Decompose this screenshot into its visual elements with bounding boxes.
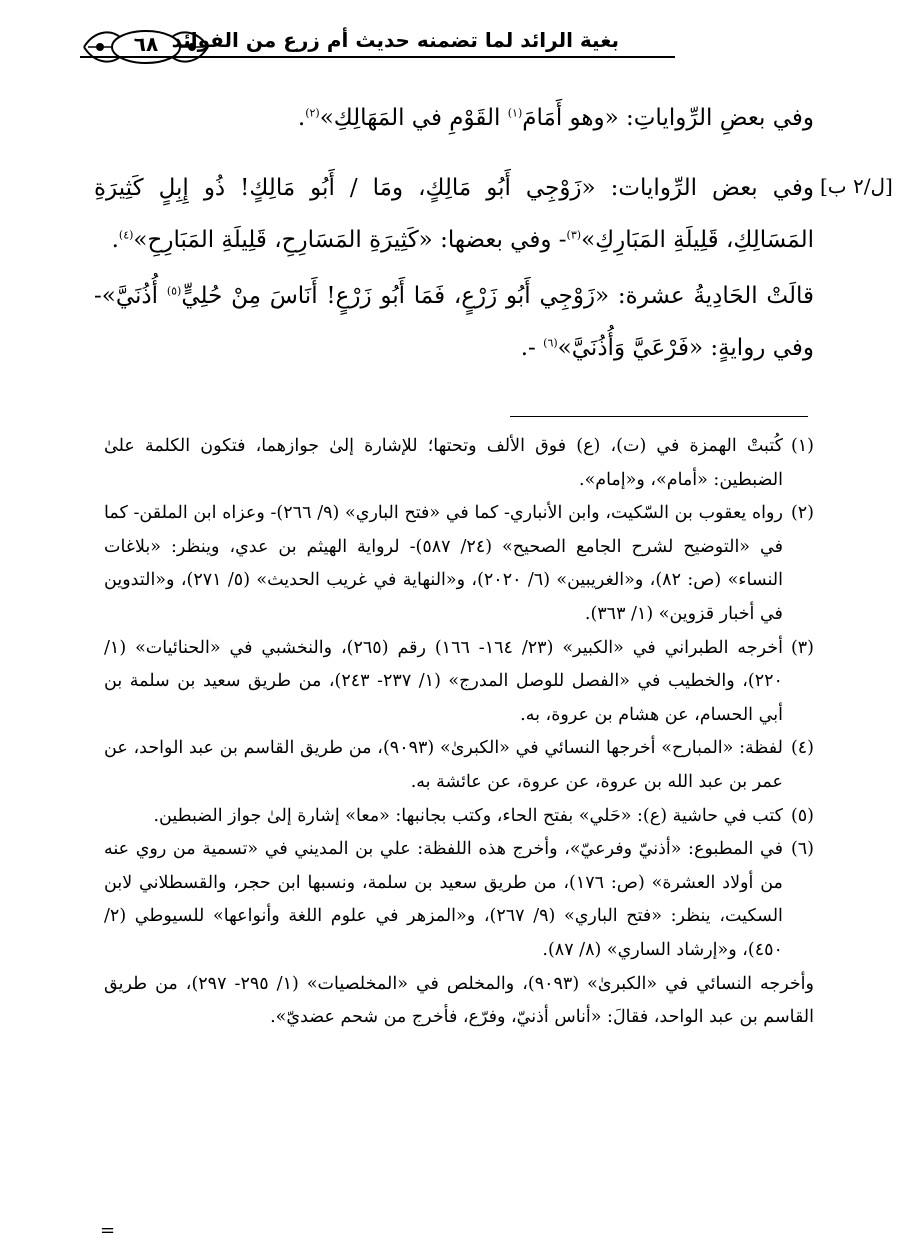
para3-text2: أُذُنَيَّ»- وفي روايةٍ: «فَرْعَيَّ وَأُذُنَيَّ» — [94, 283, 814, 361]
para2-text: وفي بعض الرِّوايات: «زَوْجِي أَبُو مَالِكٍ، ومَا / أَبُو مَالِكٍ! ذُو إِبِلٍ كَثِيرَةِ المَسَالِكِ، قَلِيلَةِ المَبَارِكِ» — [94, 175, 814, 253]
footnote-ref-3[interactable]: (٣) — [566, 228, 582, 242]
running-title: بغية الرائد لما تضمنه حديث أم زرع من الفوائد — [171, 28, 619, 52]
footnote-number: (٤) — [790, 738, 814, 759]
footnote-5 — [104, 800, 814, 834]
para2-text2: - وفي بعضها: «كَثِيرَةِ المَسَارِحِ، قَلِيلَةِ المَبَارِحِ» — [133, 227, 567, 253]
footnote-text: أخرجه الطبراني في «الكبير» (٢٣/ ١٦٤- ١٦٦) رقم (٢٦٥)، والنخشبي في «الحنائيات» (١/ ٢٢٠)، والخطيب في «الفصل للوصل المدرج» (١/ ٢٣٧- ٢٤٣)، من طريق سعيد بن سلمة بن أبي الحسام، عن هشام بن عروة، به. — [104, 637, 783, 725]
para1-end: . — [297, 105, 306, 131]
footnote-separator — [510, 416, 808, 417]
footnote-2 — [104, 497, 814, 631]
footnote-number: (٣) — [790, 637, 814, 658]
footnotes — [104, 430, 814, 1035]
footnote-text: رواه يعقوب بن السّكيت، وابن الأنباري- كما في «فتح الباري» (٩/ ٢٦٦)- وعزاه ابن الملقن- كما في «التوضيح لشرح الجامع الصحيح» (٢٤/ ٥٨٧)- لرواية الهيثم بن عدي، وينظر: «بلاغات النساء» (ص: ٨٢)، و«الغريبين» (٦/ ٢٠٢٠)، و«النهاية في غريب الحديث» (٥/ ٢٧١)، و«التدوين في أخبار قزوين» (١/ ٣٦٣). — [104, 503, 783, 624]
footnote-3 — [104, 632, 814, 733]
footnote-number: (٥) — [790, 805, 814, 826]
footnote-ref-1[interactable]: (١) — [507, 106, 523, 120]
footnote-text: لفظة: «المبارح» أخرجها النسائي في «الكبرىٰ» (٩٠٩٣)، من طريق القاسم بن عبد الواحد، عن عمر بن عبد الله بن عروة، عن عروة، عن عائشة به. — [104, 738, 783, 792]
continuation-mark: = — [100, 1220, 116, 1241]
page-header — [80, 22, 815, 76]
para3-end: -. — [520, 335, 544, 361]
header-rule — [80, 56, 675, 58]
main-paragraph-2 — [94, 162, 814, 266]
para1-text: وفي بعضِ الرِّواياتِ: «وهو أَمَامَ — [522, 105, 814, 131]
para3-text: قالَتْ الحَادِيةُ عشرة: «زَوْجِي أَبُو زَرْعٍ، فَمَا أَبُو زَرْعٍ! أَنَاسَ مِنْ حُلِيٍّ — [181, 283, 814, 309]
page-number: ٦٨ — [133, 32, 159, 56]
footnote-ref-6[interactable]: (٦) — [543, 336, 558, 350]
footnote-4 — [104, 732, 814, 799]
footnote-number: (٦) — [790, 839, 814, 860]
footnote-text: كُتبتْ الهمزة في (ت)، (ع) فوق الألف وتحتها؛ للإشارة إلىٰ جوازهما، فتكون الكلمة علىٰ الضبطين: «أمام»، و«إمام». — [104, 436, 783, 490]
para2-end: . — [111, 227, 119, 253]
footnote-1 — [104, 430, 814, 497]
manuscript-folio-marker: [ل/٢ ب] — [820, 174, 893, 198]
footnote-number: (٢) — [790, 503, 814, 524]
footnote-text: في المطبوع: «أذنيّ وفرعيّ»، وأخرج هذه اللفظة: علي بن المديني في «تسمية من روي عنه من أولاد العشرة» (ص: ١٧٦)، من طريق سعيد بن سلمة، ونسبها ابن حجر، والقسطلاني لابن السكيت، ينظر: «فتح الباري» (٩/ ٢٦٧)، و«المزهر في علوم اللغة وأنواعها» للسيوطي (٢/ ٤٥٠)، و«إرشاد الساري» (٨/ ٨٧). — [104, 839, 783, 960]
main-paragraph-3 — [94, 270, 814, 374]
footnote-ref-4[interactable]: (٤) — [118, 228, 134, 242]
para1-text2: القَوْمِ في المَهَالِكِ» — [319, 105, 508, 131]
footnote-ref-5[interactable]: (٥) — [166, 284, 182, 298]
footnote-text: كتب في حاشية (ع): «حَلي» بفتح الحاء، وكتب بجانبها: «معا» إشارة إلىٰ جواز الضبطين. — [153, 805, 783, 826]
footnote-ref-2[interactable]: (٢) — [305, 106, 320, 120]
footnote-number: (١) — [790, 436, 814, 456]
footnote-6 — [104, 833, 814, 967]
footnote-6-continuation: وأخرجه النسائي في «الكبرىٰ» (٩٠٩٣)، والمخلص في «المخلصيات» (١/ ٢٩٥- ٢٩٧)، من طريق القاسم بن عبد الواحد، فقالَ: «أناس أذنيّ، وفرّع، فأخرج من شحم عضديّ». — [104, 973, 814, 1028]
main-paragraph-1 — [94, 92, 814, 144]
